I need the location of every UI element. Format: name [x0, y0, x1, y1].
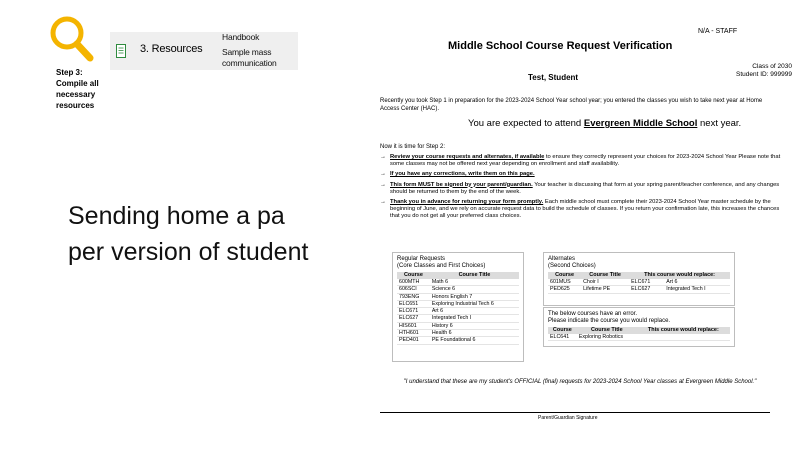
alternates-box — [543, 252, 735, 306]
table-row: HTH601 Health 6 — [397, 330, 519, 337]
resource-item-communication: communication — [222, 58, 277, 68]
table-row: ELC651 Exploring Industrial Tech 6 — [397, 300, 519, 307]
attend-school: Evergreen Middle School — [583, 118, 698, 129]
column-header: Course — [548, 272, 581, 279]
column-header: Course — [548, 327, 577, 334]
regular-requests-table — [397, 272, 519, 345]
na-staff-label: N/A - STAFF — [698, 28, 738, 35]
attend-suffix: next year. — [697, 118, 742, 129]
resource-item-sample-mass: Sample mass — [222, 47, 272, 57]
column-header: Course — [397, 272, 430, 279]
table-row: 601MUS Choir I ELC671 Art 6 — [548, 279, 730, 286]
signature-line[interactable] — [380, 412, 770, 413]
replacement-field[interactable] — [637, 334, 730, 341]
caption-line-1: Sending home a pa — [68, 202, 285, 230]
alternates-table — [548, 272, 730, 294]
student-name: Test, Student — [528, 73, 579, 82]
class-of: Class of 2030 — [752, 63, 792, 70]
instruction-list — [380, 154, 785, 224]
step-label: Step 3: Compile all necessary resources — [56, 68, 99, 110]
regular-requests-box — [392, 252, 524, 362]
table-row: ELC671 Art 6 — [397, 308, 519, 315]
attend-statement — [468, 120, 741, 128]
signature-label: Parent/Guardian Signature — [538, 415, 598, 421]
instruction-item: → If you have any corrections, write them on this page. — [380, 171, 785, 178]
column-header: Course Title — [577, 327, 637, 334]
instruction-item: → Review your course requests and alternates, if available to ensure they correctly represent your choices for 2023-2024 School Year Please note that some classes may not be offered next year depending on enrollment and staff availability. — [380, 154, 785, 168]
instruction-item: → Thank you in advance for returning your form promptly. Each middle school must complete their 2023-2024 School Year master schedule by the beginning of June, and we rely on accurate request data to build the schedule of classes. If you return your confirmation late, this increases the chances that you do not get all your preferred class choices. — [380, 199, 785, 221]
error-courses-table — [548, 327, 730, 341]
resource-item-handbook: Handbook — [222, 32, 260, 42]
verification-document — [378, 20, 798, 450]
column-header: Course Title — [430, 272, 519, 279]
alternates-heading: Alternates (Second Choices) — [548, 256, 596, 269]
resource-title: 3. Resources — [140, 43, 203, 55]
class-info — [736, 63, 792, 79]
error-courses-box — [543, 307, 735, 347]
table-row: 606SCI Science 6 — [397, 286, 519, 293]
attend-prefix: You are expected to attend — [468, 118, 584, 129]
slide-caption — [68, 198, 368, 270]
column-header: Course Title — [581, 272, 629, 279]
instruction-item: → This form MUST be signed by your parent/guardian. Your teacher is discussing that form at your spring parent/teacher conference, and any changes should be returned to them by the end of the week. — [380, 182, 785, 196]
table-row: 793ENG Honors English 7 — [397, 293, 519, 300]
caption-line-2: per version of student — [68, 238, 309, 266]
table-row: ELC641 Exploring Robotics — [548, 334, 730, 341]
error-courses-heading: The below courses have an error. Please indicate the course you would replace. — [548, 311, 671, 324]
column-header: This course would replace: — [637, 327, 730, 334]
table-row: PED401 PE Foundational 6 — [397, 337, 519, 344]
table-row: 600MTH Math 6 — [397, 279, 519, 286]
table-row: ELC627 Integrated Tech I — [397, 315, 519, 322]
magnifying-glass-icon — [48, 14, 96, 64]
regular-requests-heading: Regular Requests (Core Classes and First Choices) — [397, 256, 486, 269]
table-row: HIS601 History 6 — [397, 322, 519, 329]
document-title: Middle School Course Request Verification — [448, 40, 673, 52]
now-step-label: Now it is time for Step 2: — [380, 144, 446, 150]
parent-pledge: "I understand that these are my student's OFFICIAL (final) requests for 2023-2024 School Year classes at Evergreen Middle School." — [403, 379, 757, 385]
document-icon — [116, 44, 126, 58]
student-id: Student ID: 999999 — [735, 71, 792, 78]
column-header: This course would replace: — [629, 272, 730, 279]
table-row: PED625 Lifetime PE ELC627 Integrated Tech I — [548, 286, 730, 293]
intro-paragraph: Recently you took Step 1 in preparation for the 2023-2024 School Year school year; you entered the classes you wish to take next year at Home Access Center (HAC). — [380, 98, 763, 112]
